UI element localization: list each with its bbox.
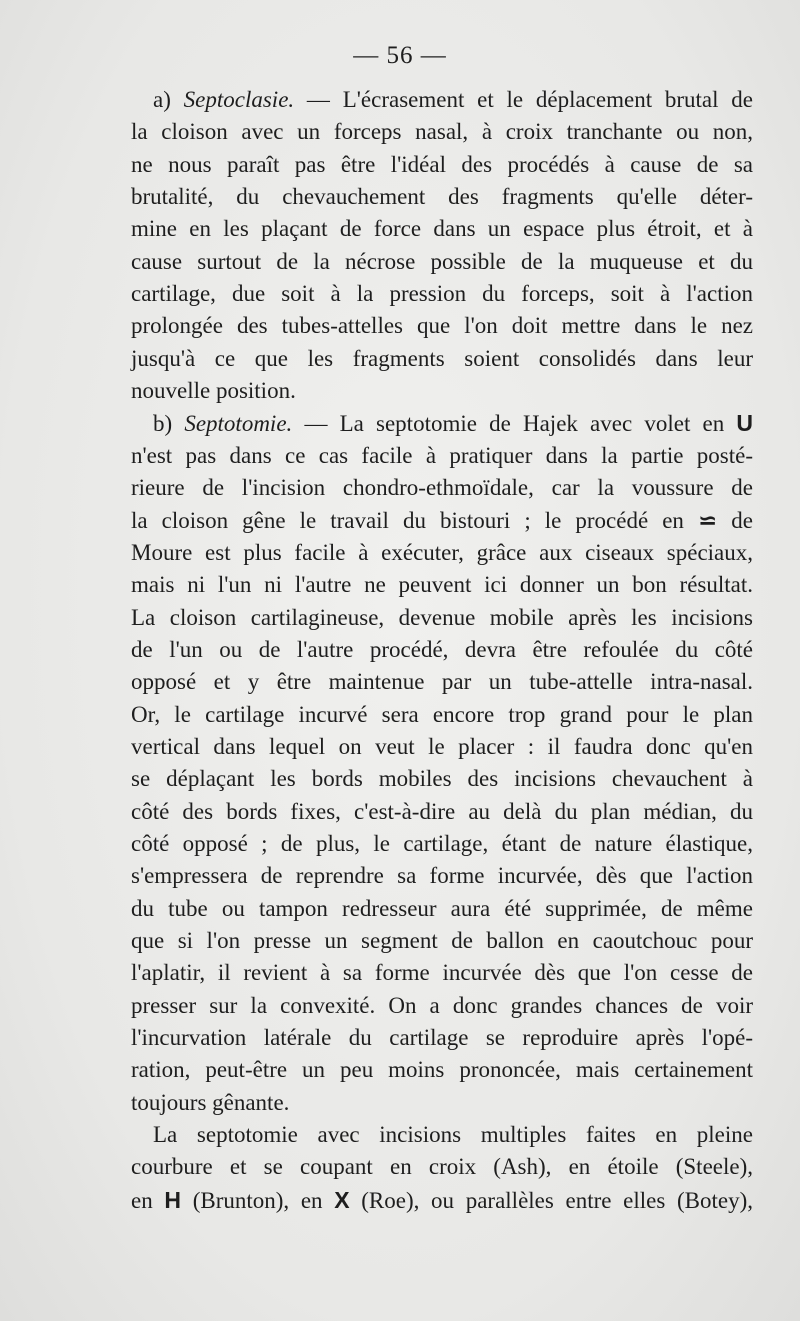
italic-heading: Septotomie. (184, 411, 293, 437)
text-segment: se déplaçant les bords mobiles des incisions chevauchent à (131, 766, 753, 792)
text-line (131, 731, 753, 763)
text-segment: a) (153, 87, 184, 112)
text-segment: rieure de l'incision chondro-ethmoïdale, car la voussure de (131, 475, 753, 501)
text-line (131, 1151, 753, 1183)
text-segment: côté opposé ; de plus, le cartilage, étant de nature élastique, (131, 830, 753, 856)
text-segment: de (717, 508, 753, 534)
text-line (131, 990, 753, 1022)
text-segment: courbure et se coupant en croix (Ash), en étoile (Steele), (131, 1154, 753, 1180)
body-text (131, 84, 753, 1216)
text-line (131, 116, 753, 148)
text-segment: La cloison cartilagineuse, devenue mobile après les incisions (131, 604, 753, 630)
text-line (131, 957, 753, 989)
text-segment: s'empressera de reprendre sa forme incurvée, dès que l'action (131, 863, 753, 889)
text-line (131, 84, 753, 116)
text-line (131, 893, 753, 925)
text-line (131, 602, 753, 634)
text-segment: — L'écrasement et le déplacement brutal de (294, 87, 753, 112)
text-segment: la cloison avec un forceps nasal, à croix tranchante ou non, (131, 119, 753, 145)
text-segment: ration, peut-être un peu moins prononcée, mais certainement (131, 1057, 753, 1083)
page-number: — 56 — (353, 42, 447, 69)
text-line (131, 472, 753, 504)
text-segment: — La septotomie de Hajek avec volet en (292, 411, 737, 437)
text-segment: H (164, 1186, 182, 1213)
text-segment: mine en les plaçant de force dans un espace plus étroit, et à (131, 216, 753, 242)
text-segment: opposé et y être maintenue par un tube-attelle intra-nasal. (131, 669, 753, 695)
text-line (131, 1119, 753, 1151)
text-segment: toujours gênante. (131, 1089, 290, 1115)
text-segment: presser sur la convexité. On a donc grandes chances de voir (131, 992, 753, 1018)
text-line (131, 278, 753, 310)
text-segment: brutalité, du chevauchement des fragments qu'elle déter- (131, 184, 753, 210)
text-line (131, 828, 753, 860)
text-line (131, 310, 753, 342)
text-segment: l'aplatir, il revient à sa forme incurvée dès que l'on cesse de (131, 960, 753, 986)
text-segment: (Roe), ou parallèles entre elles (Botey), (349, 1187, 753, 1213)
text-segment: ⋍ (697, 507, 718, 534)
text-line (131, 213, 753, 245)
text-line (131, 860, 753, 892)
text-line (131, 537, 753, 569)
text-segment: X (334, 1186, 350, 1213)
text-segment: de l'un ou de l'autre procédé, devra être refoulée du côté (131, 636, 753, 662)
text-segment: du tube ou tampon redresseur aura été supprimée, de même (131, 895, 753, 921)
text-segment: U (736, 410, 753, 437)
text-line (131, 699, 753, 731)
italic-heading: Septoclasie. (183, 87, 295, 112)
text-line (131, 440, 753, 472)
text-segment: ne nous paraît pas être l'idéal des procédés à cause de sa (131, 151, 753, 177)
text-line (131, 1087, 753, 1119)
text-segment: Or, le cartilage incurvé sera encore trop grand pour le plan (131, 701, 753, 727)
text-line (131, 634, 753, 666)
text-segment: Moure est plus facile à exécuter, grâce aux ciseaux spéciaux, (131, 539, 753, 565)
text-segment: nouvelle position. (131, 378, 296, 404)
text-segment: vertical dans lequel on veut le placer : il faudra donc qu'en (131, 733, 753, 759)
text-segment: que si l'on presse un segment de ballon en caoutchouc pour (131, 927, 753, 953)
text-line (131, 343, 753, 375)
text-segment: La septotomie avec incisions multiples faites en pleine (153, 1122, 753, 1147)
text-line (131, 763, 753, 795)
text-segment: prolongée des tubes-attelles que l'on doit mettre dans le nez (131, 313, 753, 339)
text-segment: mais ni l'un ni l'autre ne peuvent ici donner un bon résultat. (131, 572, 753, 598)
text-line (131, 504, 753, 536)
text-segment: côté des bords fixes, c'est-à-dire au delà du plan médian, du (131, 798, 753, 824)
text-segment: n'est pas dans ce cas facile à pratiquer dans la partie posté- (131, 442, 753, 468)
text-line (131, 666, 753, 698)
text-line (131, 1184, 753, 1216)
text-line (131, 1054, 753, 1086)
text-segment: (Brunton), en (181, 1187, 335, 1213)
text-line (131, 407, 753, 439)
text-line (131, 246, 753, 278)
text-line (131, 925, 753, 957)
text-line (131, 375, 753, 407)
text-segment: l'incurvation latérale du cartilage se reproduire après l'opé- (131, 1024, 753, 1050)
text-line (131, 1022, 753, 1054)
text-line (131, 569, 753, 601)
text-line (131, 796, 753, 828)
text-segment: cause surtout de la nécrose possible de la muqueuse et du (131, 248, 753, 274)
text-segment: en (131, 1187, 165, 1213)
text-segment: cartilage, due soit à la pression du forceps, soit à l'action (131, 281, 753, 307)
text-segment: b) (153, 411, 185, 437)
text-segment: la cloison gêne le travail du bistouri ; le procédé en (131, 508, 698, 534)
text-line (131, 181, 753, 213)
text-line (131, 149, 753, 181)
text-segment: jusqu'à ce que les fragments soient consolidés dans leur (131, 345, 753, 371)
